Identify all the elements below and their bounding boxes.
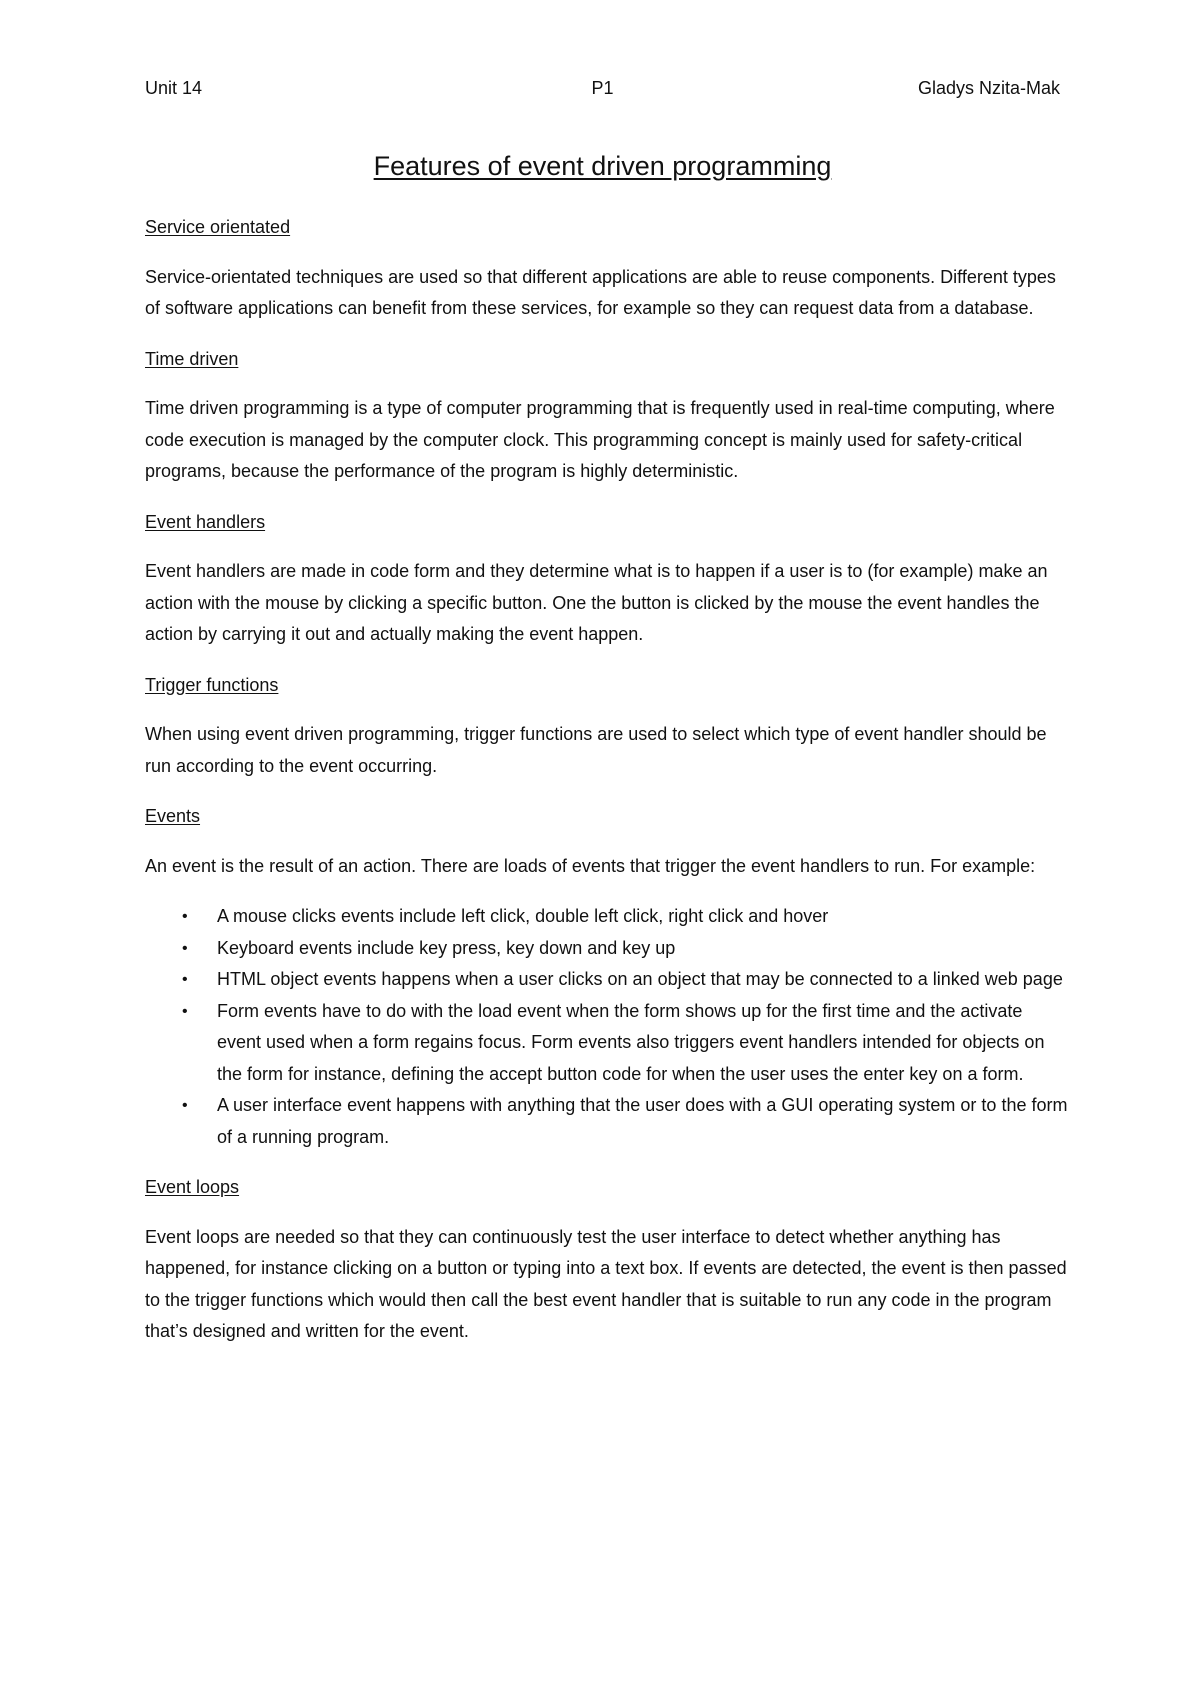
section-body-events: An event is the result of an action. There are loads of events that trigger the event handlers to run. For example: — [145, 855, 1036, 876]
section-body-trigger: When using event driven programming, trigger functions are used to select which type of event handler should be run according to the event occurring. — [145, 724, 1047, 776]
header-author: Gladys Nzita-Mak — [917, 78, 1060, 98]
list-item-text: A mouse clicks events include left click, double left click, right click and hover — [217, 906, 829, 926]
section-body-handlers: Event handlers are made in code form and they determine what is to happen if a user is to (for example) make an action with the mouse by clicking a specific button. One the button is clicked by the mouse the event handles the action by carrying it out and actually making the event happen. — [145, 561, 1048, 644]
list-item — [145, 1090, 1070, 1153]
page-header — [145, 76, 1060, 100]
list-item-text: Keyboard events include key press, key down and key up — [217, 937, 676, 958]
section-heading-trigger: Trigger functions — [145, 674, 279, 695]
bullet-icon: • — [182, 1097, 188, 1114]
document-title: Features of event driven programming — [373, 151, 832, 181]
section-body-time: Time driven programming is a type of computer programming that is frequently used in real-time computing, where code execution is managed by the computer clock. This programming concept is mainly used for safety-critical programs, because the performance of the program is highly deterministic. — [145, 398, 1055, 481]
list-item — [145, 996, 1070, 1091]
section-heading-service: Service orientated — [145, 217, 291, 237]
section-heading-events: Events — [145, 806, 201, 826]
list-item — [145, 933, 1070, 965]
document-body — [145, 212, 1070, 1367]
section-heading-handlers: Event handlers — [145, 511, 266, 532]
list-item-text: Form events have to do with the load event when the form shows up for the first time and the activate event used when a form regains focus. Form events also triggers event handlers intended for objects on the form for instance, defining the accept button code for when the user uses the enter key on a form. — [217, 1000, 1045, 1084]
list-item — [145, 964, 1070, 996]
section-body-loops: Event loops are needed so that they can continuously test the user interface to detect whether anything has happened, for instance clicking on a button or typing into a text box. If events are detected, the event is then passed to the trigger functions which would then call the best event handler that is suitable to run any code in the program that’s designed and written for the event. — [145, 1226, 1067, 1341]
bullet-icon: • — [182, 939, 188, 957]
events-list — [145, 901, 1070, 1153]
list-item-text: A user interface event happens with anything that the user does with a GUI operating system or to the form of a running program. — [217, 1095, 1068, 1147]
section-heading-loops: Event loops — [145, 1177, 240, 1197]
bullet-icon: • — [182, 908, 188, 925]
list-item — [145, 901, 1070, 933]
list-item-text: HTML object events happens when a user clicks on an object that may be connected to a linked web page — [217, 969, 1063, 989]
bullet-icon: • — [182, 971, 188, 988]
section-heading-time: Time driven — [145, 348, 239, 369]
bullet-icon: • — [182, 1002, 188, 1020]
section-body-service: Service-orientated techniques are used so that different applications are able to reuse components. Different types of software applications can benefit from these services, for example so they can request data from a database. — [145, 266, 1056, 318]
header-page-code: P1 — [591, 78, 614, 98]
header-unit: Unit 14 — [145, 78, 203, 98]
